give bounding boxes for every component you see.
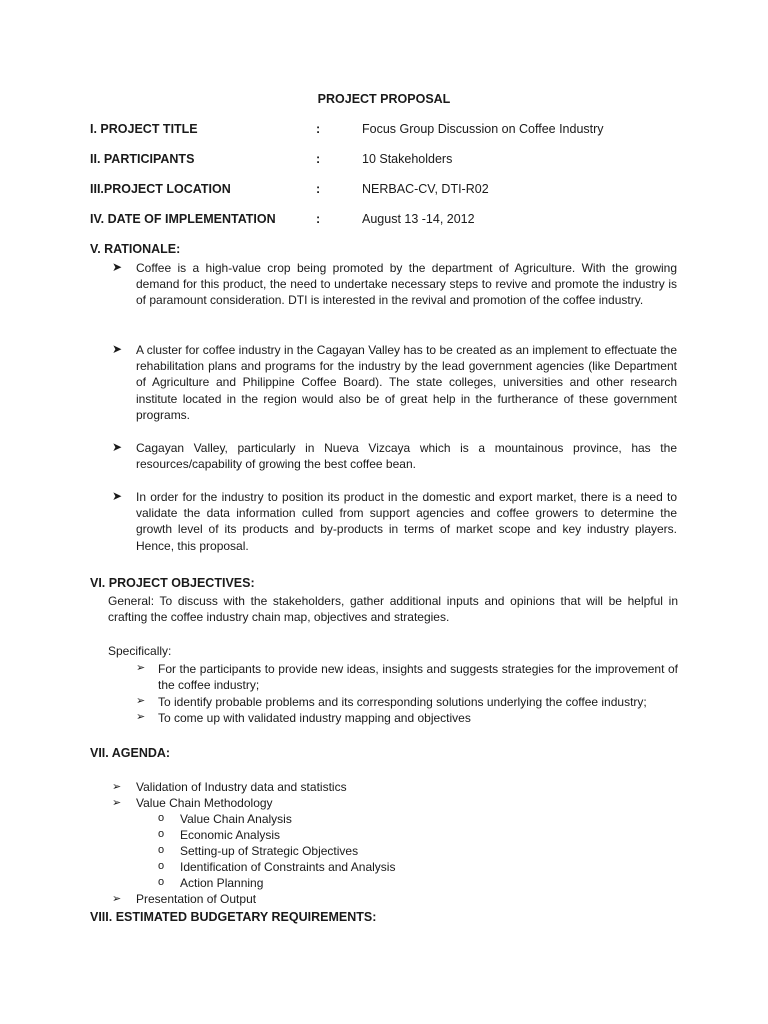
- agenda-subitem-text: Action Planning: [180, 876, 264, 890]
- rationale-heading: V. RATIONALE:: [90, 242, 181, 256]
- info-value: 10 Stakeholders: [362, 152, 453, 166]
- agenda-heading: VII. AGENDA:: [90, 746, 171, 760]
- circle-bullet-icon: o: [158, 812, 165, 824]
- arrow-bullet-icon: ➢: [112, 797, 122, 809]
- arrow-bullet-icon: ➢: [136, 711, 146, 723]
- agenda-subitem-text: Identification of Constraints and Analysis: [180, 860, 396, 874]
- objective-text: For the participants to provide new ideas, insights and suggests strategies for the improvement of the coffee industry;: [158, 662, 678, 693]
- arrow-bullet-icon: ➤: [112, 440, 123, 454]
- info-value: Focus Group Discussion on Coffee Industry: [362, 122, 604, 136]
- agenda-text: Value Chain Methodology: [136, 796, 273, 810]
- arrow-bullet-icon: ➤: [112, 489, 123, 503]
- rationale-text: Cagayan Valley, particularly in Nueva Vizcaya which is a mountainous province, has the resources/capability of growing the best coffee bean.: [136, 441, 677, 472]
- info-label: I. PROJECT TITLE: [90, 122, 198, 136]
- info-value: NERBAC-CV, DTI-R02: [362, 182, 489, 196]
- rationale-text: In order for the industry to position its product in the domestic and export market, there is a need to validate the data information culled from support agencies and coffee growers to determine the growth level of its products and by-products in terms of market scope and key industry players. Hence, this proposal.: [136, 490, 677, 553]
- info-colon: :: [316, 182, 321, 196]
- agenda-subitem-text: Economic Analysis: [180, 828, 281, 842]
- agenda-subitem-text: Value Chain Analysis: [180, 812, 292, 826]
- rationale-text: Coffee is a high-value crop being promoted by the department of Agriculture. With the growing demand for this product, the need to undertake necessary steps to revive and promote the industry is of paramount consideration. DTI is interested in the revival and promotion of the coffee industry.: [136, 261, 677, 308]
- objective-text: To come up with validated industry mapping and objectives: [158, 711, 471, 725]
- info-colon: :: [316, 212, 321, 226]
- arrow-bullet-icon: ➢: [136, 695, 146, 707]
- objectives-general: General: To discuss with the stakeholders, gather additional inputs and opinions that will be helpful in crafting the coffee industry chain map, objectives and strategies.: [108, 594, 678, 625]
- info-value: August 13 -14, 2012: [362, 212, 475, 226]
- info-label: III.PROJECT LOCATION: [90, 182, 231, 196]
- budget-heading: VIII. ESTIMATED BUDGETARY REQUIREMENTS:: [90, 910, 377, 924]
- agenda-subitem-text: Setting-up of Strategic Objectives: [180, 844, 359, 858]
- info-row-participants: [90, 152, 690, 168]
- arrow-bullet-icon: ➢: [112, 893, 122, 905]
- agenda-text: Validation of Industry data and statistics: [136, 780, 347, 794]
- info-label: IV. DATE OF IMPLEMENTATION: [90, 212, 276, 226]
- info-row-project-title: [90, 122, 690, 138]
- info-row-date-of-implementation: [90, 212, 690, 228]
- arrow-bullet-icon: ➤: [112, 342, 123, 356]
- info-colon: :: [316, 152, 321, 166]
- document-title: PROJECT PROPOSAL: [317, 92, 451, 106]
- circle-bullet-icon: o: [158, 828, 165, 840]
- circle-bullet-icon: o: [158, 860, 165, 872]
- info-colon: :: [316, 122, 321, 136]
- objectives-specifically-label: Specifically:: [108, 644, 172, 658]
- arrow-bullet-icon: ➢: [136, 662, 146, 674]
- info-row-project-location: [90, 182, 690, 198]
- objective-text: To identify probable problems and its corresponding solutions underlying the coffee industry;: [158, 695, 647, 709]
- info-label: II. PARTICIPANTS: [90, 152, 195, 166]
- circle-bullet-icon: o: [158, 876, 165, 888]
- objectives-heading: VI. PROJECT OBJECTIVES:: [90, 576, 255, 590]
- circle-bullet-icon: o: [158, 844, 165, 856]
- arrow-bullet-icon: ➢: [112, 781, 122, 793]
- rationale-text: A cluster for coffee industry in the Cagayan Valley has to be created as an implement to effectuate the rehabilitation plans and programs for the industry by the lead government agencies (like Department of Agriculture and Philippine Coffee Board). The state colleges, universities and other research institute located in the region would also be of great help in the furtherance of these government programs.: [136, 343, 677, 422]
- arrow-bullet-icon: ➤: [112, 260, 123, 274]
- agenda-text: Presentation of Output: [136, 892, 257, 906]
